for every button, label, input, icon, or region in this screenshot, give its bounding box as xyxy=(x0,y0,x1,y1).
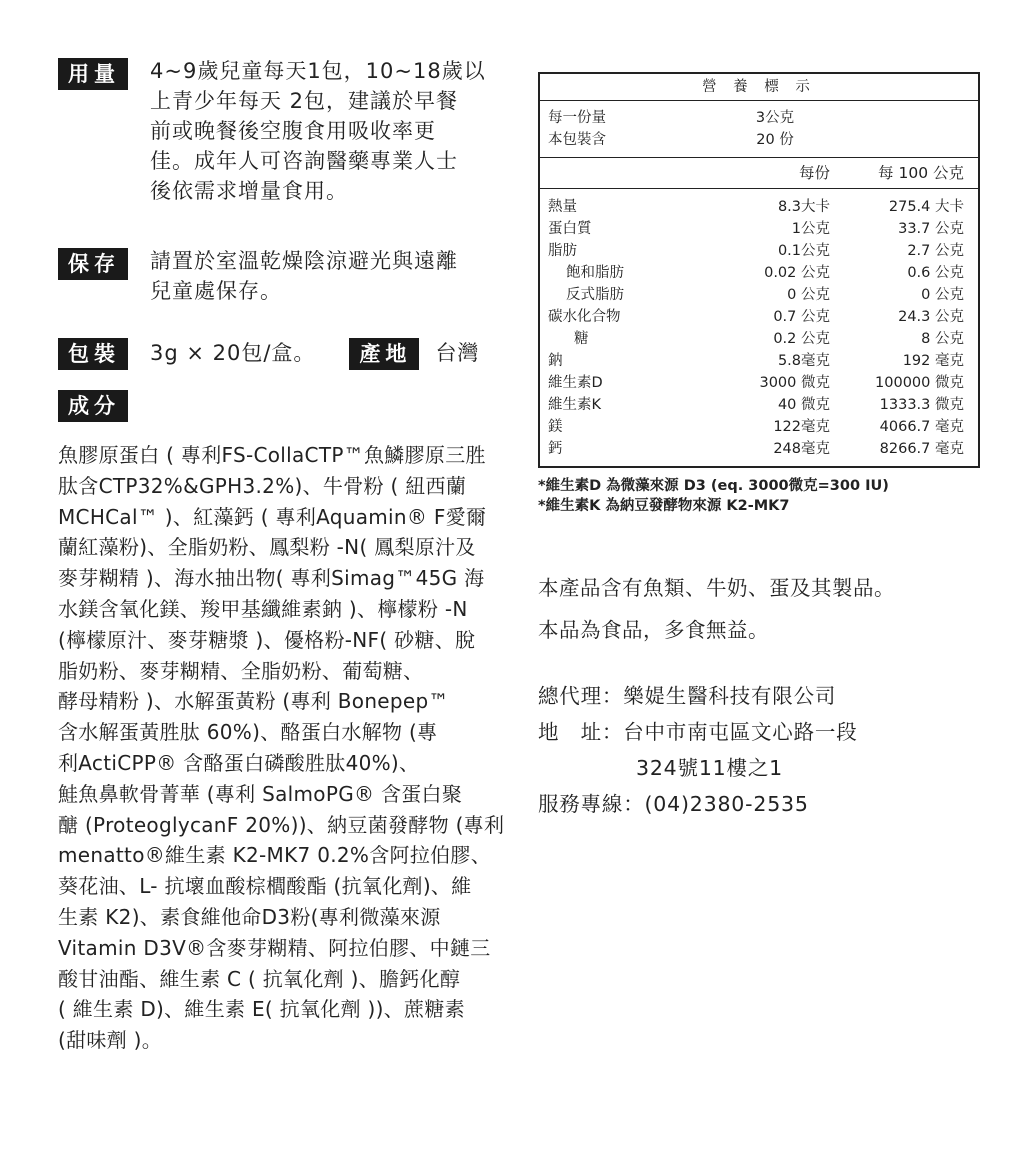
servings-per-package-label: 本包裝含 xyxy=(539,129,712,158)
nutrition-title: 營 養 標 示 xyxy=(539,73,979,101)
ingredient-line: 含水解蛋黃胜肽 60%)、酪蛋白水解物 (專 xyxy=(58,720,438,745)
nutrient-row xyxy=(539,328,979,350)
nutrient-per-serving: 8.3大卡 xyxy=(777,199,830,215)
nutrient-row xyxy=(539,262,979,284)
nutrient-name: 飽和脂肪 xyxy=(566,265,624,281)
nutrient-name: 維生素K xyxy=(548,397,602,413)
nutrient-per-100g: 8266.7 毫克 xyxy=(879,441,964,457)
ingredient-line: 脂奶粉、麥芽糊精、全脂奶粉、葡萄糖、 xyxy=(58,658,424,683)
ingredient-line: ( 維生素 D)、維生素 E( 抗氧化劑 ))、蔗糖素 xyxy=(58,997,465,1022)
usage-line: 後依需求增量食用。 xyxy=(150,179,348,203)
ingredients-title-wrap xyxy=(58,390,498,422)
ingredient-line: 醣 (ProteoglycanF 20%))、納豆菌發酵物 (專利 xyxy=(58,812,505,837)
nutrient-per-serving: 5.8毫克 xyxy=(777,353,830,369)
usage-text xyxy=(150,56,498,206)
ingredient-line: MCHCal™ )、紅藻鈣 ( 專利Aquamin® F愛爾 xyxy=(58,504,487,529)
nutrient-per-serving: 0.02 公克 xyxy=(764,265,830,281)
nutrient-name: 蛋白質 xyxy=(548,221,592,237)
servings-per-package-value: 20 份 xyxy=(712,129,838,158)
nutrition-notes xyxy=(538,476,980,516)
storage-line: 兒童處保存。 xyxy=(150,279,282,303)
serving-size-value: 3公克 xyxy=(755,110,795,126)
ingredient-line: Vitamin D3V®含麥芽糊精、阿拉伯膠、中鏈三 xyxy=(58,935,491,960)
nutrition-note: *維生素K 為納豆發酵物來源 K2-MK7 xyxy=(538,498,790,514)
nutrient-row xyxy=(539,240,979,262)
ingredient-line: (檸檬原汁、麥芽糖漿 )、優格粉-NF( 砂糖、脫 xyxy=(58,627,476,652)
ingredient-line: 水鎂含氧化鎂、羧甲基纖維素鈉 )、檸檬粉 -N xyxy=(58,596,468,621)
nutrition-header-row xyxy=(539,158,979,189)
nutrient-per-100g: 24.3 公克 xyxy=(898,309,964,325)
nutrient-row xyxy=(539,416,979,438)
allergen-statement: 本產品含有魚類、牛奶、蛋及其製品。 xyxy=(538,576,895,600)
nutrient-name: 鈉 xyxy=(548,353,563,369)
usage-line: 上青少年每天 2包，建議於早餐 xyxy=(150,89,459,113)
nutrient-row xyxy=(539,372,979,394)
nutrient-per-serving: 0.7 公克 xyxy=(773,309,830,325)
nutrient-per-100g: 4066.7 毫克 xyxy=(879,419,964,435)
nutrient-per-100g: 33.7 公克 xyxy=(898,221,964,237)
package-label: 包裝 xyxy=(58,338,128,370)
nutrient-per-serving: 3000 微克 xyxy=(759,375,830,391)
nutrient-row xyxy=(539,284,979,306)
ingredient-line: 葵花油、L- 抗壞血酸棕櫚酸酯 (抗氧化劑)、維 xyxy=(58,874,472,899)
nutrition-title-row xyxy=(539,73,979,101)
serving-size-row xyxy=(539,101,979,130)
origin-label: 產地 xyxy=(349,338,419,370)
agent-line: 總代理：樂媞生醫科技有限公司 xyxy=(538,684,837,708)
ingredient-line: 魚膠原蛋白 ( 專利FS-CollaCTP™魚鱗膠原三胜 xyxy=(58,443,486,467)
nutrient-row xyxy=(539,218,979,240)
nutrient-per-100g: 8 公克 xyxy=(921,331,964,347)
nutrition-table xyxy=(538,72,980,468)
storage-line: 請置於室溫乾燥陰涼避光與遠離 xyxy=(150,249,458,273)
left-column xyxy=(58,56,505,1056)
nutrient-per-serving: 40 微克 xyxy=(777,397,830,413)
per-serving-header: 每份 xyxy=(712,158,838,189)
ingredient-line: (甜味劑 )。 xyxy=(58,1028,163,1053)
storage-text xyxy=(150,246,498,306)
nutrient-row xyxy=(539,394,979,416)
nutrient-name: 糖 xyxy=(574,331,589,347)
right-column xyxy=(538,72,980,822)
nutrient-name: 鎂 xyxy=(548,419,563,435)
nutrient-name: 熱量 xyxy=(548,199,577,215)
ingredient-line: 利ActiCPP® 含酪蛋白磷酸胜肽40%)、 xyxy=(58,750,420,775)
ingredient-line: 酸甘油酯、維生素 C ( 抗氧化劑 )、膽鈣化醇 xyxy=(58,966,461,991)
servings-per-package-blank xyxy=(838,129,979,158)
nutrient-row xyxy=(539,306,979,328)
nutrient-row xyxy=(539,350,979,372)
nutrient-name: 鈣 xyxy=(548,441,563,457)
nutrition-note: *維生素D 為微藻來源 D3 (eq. 3000微克=300 IU) xyxy=(538,478,889,494)
per-100g-header: 每 100 公克 xyxy=(838,158,979,189)
serving-size-blank xyxy=(838,101,979,130)
usage-line: 佳。成年人可咨詢醫藥專業人士 xyxy=(150,149,458,173)
nutrient-per-serving: 122毫克 xyxy=(773,419,830,435)
servings-per-package-row xyxy=(539,129,979,158)
ingredient-line: 肽含CTP32%&GPH3.2%)、牛骨粉 ( 紐西蘭 xyxy=(58,473,467,498)
contact-block xyxy=(538,678,980,822)
nutrient-per-100g: 2.7 公克 xyxy=(907,243,964,259)
nutrient-name: 脂肪 xyxy=(548,243,577,259)
food-statement: 本品為食品，多食無益。 xyxy=(538,618,769,642)
storage-section xyxy=(58,246,498,306)
usage-label: 用量 xyxy=(58,58,128,90)
nutrient-per-serving: 0 公克 xyxy=(787,287,830,303)
nutrient-per-100g: 1333.3 微克 xyxy=(879,397,964,413)
usage-section xyxy=(58,56,498,206)
ingredients-text xyxy=(58,440,505,1056)
package-section xyxy=(58,336,498,370)
nutrient-per-serving: 1公克 xyxy=(791,221,830,237)
nutrient-name: 反式脂肪 xyxy=(566,287,624,303)
ingredient-line: menatto®維生素 K2-MK7 0.2%含阿拉伯膠、 xyxy=(58,843,492,868)
ingredients-label: 成分 xyxy=(58,390,128,422)
ingredient-line: 鮭魚鼻軟骨菁華 (專利 SalmoPG® 含蛋白聚 xyxy=(58,781,463,806)
hotline-line: 服務專線：(04)2380-2535 xyxy=(538,792,809,816)
nutrient-per-serving: 0.1公克 xyxy=(777,243,830,259)
ingredient-line: 生素 K2)、素食維他命D3粉(專利微藻來源 xyxy=(58,904,441,929)
nutrient-row xyxy=(539,189,979,219)
usage-line: 4~9歲兒童每天1包，10~18歲以 xyxy=(150,59,486,83)
package-value: 3g × 20包/盒。 xyxy=(150,341,316,365)
origin-value: 台灣 xyxy=(435,341,480,365)
nutrient-per-100g: 192 毫克 xyxy=(902,353,964,369)
usage-line: 前或晚餐後空腹食用吸收率更 xyxy=(150,119,436,143)
header-blank xyxy=(539,158,712,189)
serving-size-label: 每一份量 xyxy=(548,110,606,126)
nutrient-per-100g: 0 公克 xyxy=(921,287,964,303)
ingredient-line: 蘭紅藻粉)、全脂奶粉、鳳梨粉 -N( 鳳梨原汁及 xyxy=(58,535,476,560)
nutrient-name: 碳水化合物 xyxy=(548,309,621,325)
address-line: 地 址：台中市南屯區文心路一段 xyxy=(538,720,858,744)
nutrient-per-serving: 248毫克 xyxy=(773,441,830,457)
nutrient-per-serving: 0.2 公克 xyxy=(773,331,830,347)
address-line-continued: 324號11樓之1 xyxy=(636,756,783,780)
nutrient-row xyxy=(539,438,979,467)
nutrient-per-100g: 0.6 公克 xyxy=(907,265,964,281)
nutrient-per-100g: 100000 微克 xyxy=(875,375,964,391)
nutrient-per-100g: 275.4 大卡 xyxy=(888,199,964,215)
nutrient-name: 維生素D xyxy=(548,375,603,391)
ingredient-line: 麥芽糊精 )、海水抽出物( 專利Simag™45G 海 xyxy=(58,566,485,591)
storage-label: 保存 xyxy=(58,248,128,280)
ingredient-line: 酵母精粉 )、水解蛋黃粉 (專利 Bonepep™ xyxy=(58,689,449,714)
